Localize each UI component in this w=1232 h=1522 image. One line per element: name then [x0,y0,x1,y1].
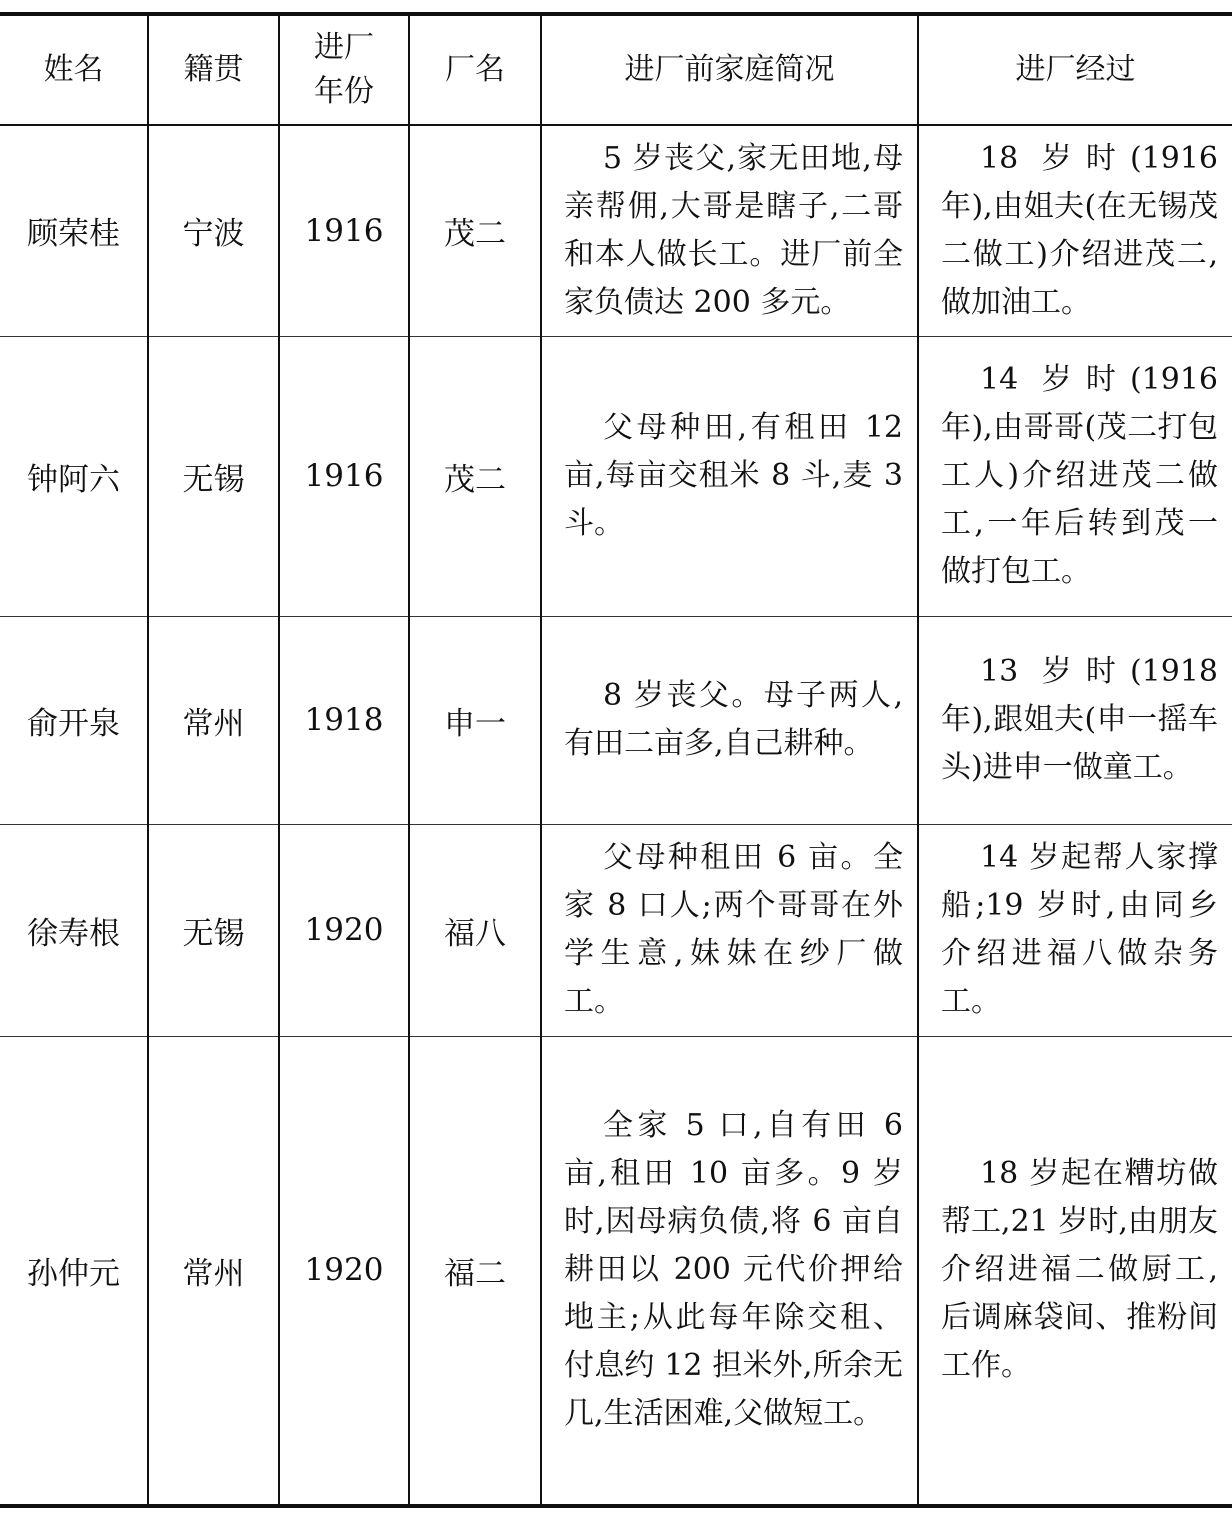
header-row [0,14,1232,125]
cell-entry: 14 岁起帮人家撑船;19 岁时,由同乡介绍进福八做杂务工。 [918,824,1232,1036]
cell-year: 1918 [279,616,409,824]
table-row [0,824,1232,1036]
header-year [279,14,409,125]
cell-mill: 福八 [409,824,541,1036]
header-year-line2: 年份 [314,74,374,109]
table-row [0,1036,1232,1506]
cell-name: 俞开泉 [0,616,148,824]
cell-name: 孙仲元 [0,1036,148,1506]
cell-year: 1916 [279,336,409,616]
cell-mill: 福二 [409,1036,541,1506]
worker-table [0,12,1232,1508]
header-mill: 厂名 [409,14,541,125]
table-row [0,616,1232,824]
cell-entry: 18 岁起在糟坊做帮工,21 岁时,由朋友介绍进福二做厨工,后调麻袋间、推粉间工作。 [918,1036,1232,1506]
cell-family: 5 岁丧父,家无田地,母亲帮佣,大哥是瞎子,二哥和本人做长工。进厂前全家负债达 200 多元。 [541,125,918,336]
cell-name: 顾荣桂 [0,125,148,336]
cell-mill: 茂二 [409,336,541,616]
cell-name: 徐寿根 [0,824,148,1036]
table-row [0,125,1232,336]
header-year-line1: 进厂 [314,30,374,65]
cell-entry: 18 岁时(1916 年),由姐夫(在无锡茂二做工)介绍进茂二,做加油工。 [918,125,1232,336]
cell-mill: 茂二 [409,125,541,336]
cell-name: 钟阿六 [0,336,148,616]
cell-origin: 常州 [148,616,279,824]
cell-year: 1920 [279,1036,409,1506]
cell-entry: 14 岁时(1916 年),由哥哥(茂二打包工人)介绍进茂二做工,一年后转到茂一做打包工。 [918,336,1232,616]
cell-mill: 申一 [409,616,541,824]
header-family: 进厂前家庭简况 [541,14,918,125]
cell-origin: 常州 [148,1036,279,1506]
cell-origin: 无锡 [148,336,279,616]
cell-origin: 宁波 [148,125,279,336]
cell-family: 父母种田,有租田 12 亩,每亩交租米 8 斗,麦 3 斗。 [541,336,918,616]
cell-year: 1920 [279,824,409,1036]
cell-year: 1916 [279,125,409,336]
header-origin: 籍贯 [148,14,279,125]
cell-entry: 13 岁时(1918 年),跟姐夫(申一摇车头)进申一做童工。 [918,616,1232,824]
header-name: 姓名 [0,14,148,125]
cell-family: 父母种租田 6 亩。全家 8 口人;两个哥哥在外学生意,妹妹在纱厂做工。 [541,824,918,1036]
table-row [0,336,1232,616]
header-entry: 进厂经过 [918,14,1232,125]
cell-origin: 无锡 [148,824,279,1036]
cell-family: 8 岁丧父。母子两人,有田二亩多,自己耕种。 [541,616,918,824]
cell-family: 全家 5 口,自有田 6 亩,租田 10 亩多。9 岁时,因母病负债,将 6 亩自耕田以 200 元代价押给地主;从此每年除交租、付息约 12 担米外,所余无几,生活困难,父做短工。 [541,1036,918,1506]
